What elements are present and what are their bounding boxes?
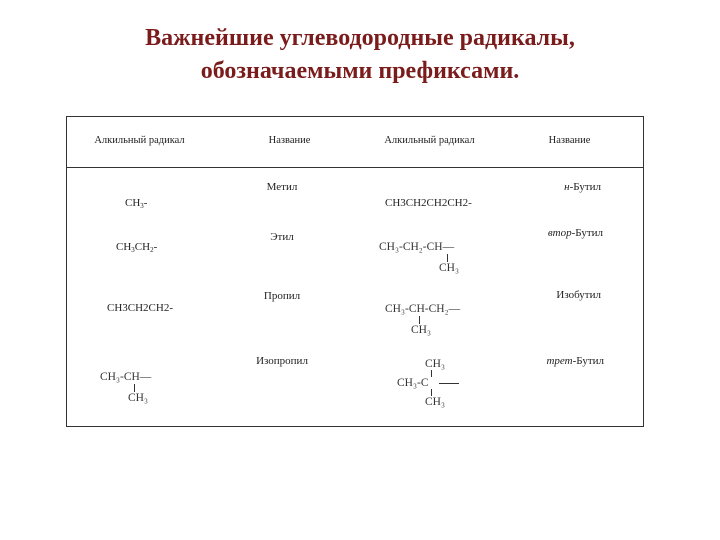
title-line-1: Важнейшие углеводородные радикалы, [145, 25, 575, 51]
sec-butyl-bond [447, 254, 448, 262]
isobutyl-top: CH₃-CH-CH₂— [385, 303, 461, 315]
name-isopropyl: Изопропил [256, 355, 308, 367]
header-radical-2: Алкильный радикал [384, 135, 475, 146]
tert-butyl-bond-right [439, 383, 459, 384]
isopropyl-top: CH₃-CH— [100, 371, 152, 383]
formula-propyl: CH3CH2CH2- [107, 302, 174, 314]
page-title [0, 22, 720, 88]
title-line-2: обозначаемыми префиксами. [200, 58, 520, 84]
formula-isopropyl [100, 371, 152, 404]
header-name-2: Название [548, 135, 591, 146]
tert-butyl-mid: CH₃-C [397, 377, 429, 389]
header-divider [67, 167, 643, 168]
formula-sec-butyl [379, 241, 459, 274]
header-name-1: Название [268, 135, 311, 146]
name-sec-butyl: втор-Бутил [547, 227, 603, 239]
formula-ethyl: $CH_3CH_2-$ [116, 241, 158, 254]
sec-butyl-bottom: CH₃ [439, 262, 459, 274]
name-methyl: Метил [266, 181, 298, 193]
name-isobutyl: Изобутил [556, 289, 601, 301]
name-tert-butyl: трет-Бутил [546, 355, 604, 367]
tert-butyl-bond-down [431, 389, 432, 396]
tert-butyl-top: CH₃ [425, 358, 445, 370]
name-n-butyl: н-Бутил [564, 181, 601, 193]
formula-n-butyl: CH3CH2CH2CH2- [385, 197, 472, 209]
name-ethyl: Этил [270, 231, 294, 243]
isopropyl-bond [134, 384, 135, 392]
tert-butyl-bond-up [431, 370, 432, 377]
formula-methyl: $CH_3-$ [125, 197, 148, 210]
sec-butyl-top: CH₃-CH₂-CH— [379, 241, 455, 253]
header-radical-1: Алкильный радикал [94, 135, 185, 146]
name-propyl: Пропил [263, 290, 301, 302]
radicals-table [66, 116, 644, 427]
tert-butyl-bottom: CH₃ [425, 396, 445, 408]
isopropyl-bottom: CH₃ [128, 392, 148, 404]
formula-isobutyl [385, 303, 461, 336]
isobutyl-bond [419, 316, 420, 324]
isobutyl-bottom: CH₃ [411, 324, 431, 336]
